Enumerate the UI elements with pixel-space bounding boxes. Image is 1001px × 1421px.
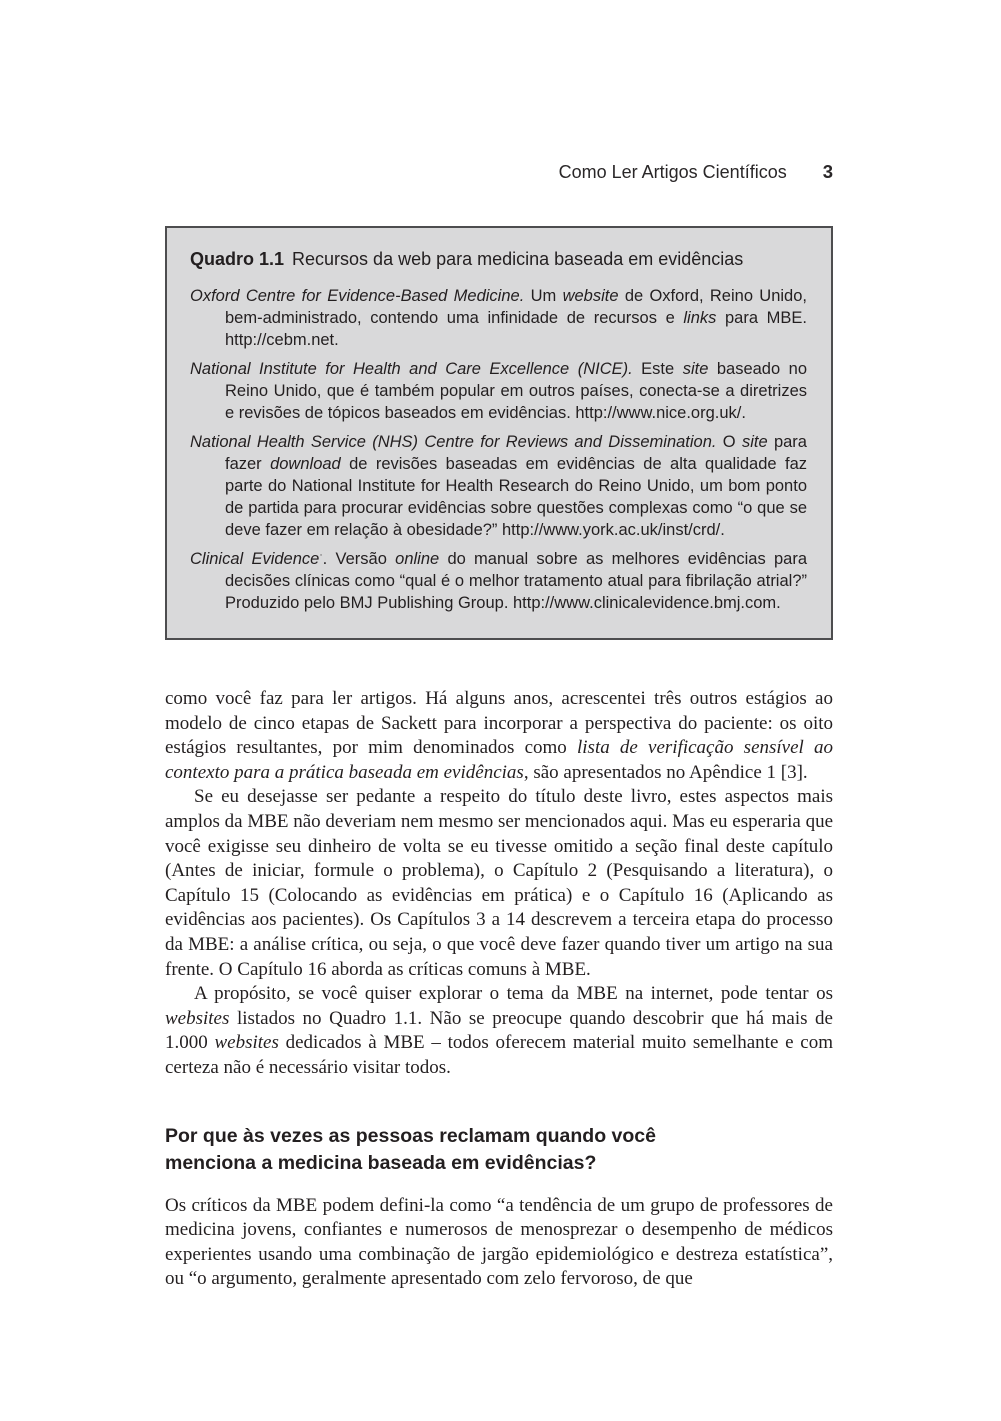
quadro-title-text: Recursos da web para medicina baseada em evidências: [292, 249, 744, 269]
quadro-entry-nhs-crd: National Health Service (NHS) Centre for Reviews and Dissemination. O site para fazer download de revisões baseadas em evidências de alta qualidade faz parte do National Institute for Health Research do Reino Unido, um bom ponto de partida para procurar evidências sobre questões complexas como “o que se deve fazer em relação à obesidade?” http://www.york.ac.uk/inst/crd/.: [190, 433, 807, 539]
section-heading: Por que às vezes as pessoas reclamam quando você menciona a medicina baseada em evidências?: [165, 1124, 656, 1174]
quadro-entry-clinical-evidence: Clinical Evidence·. Versão online do manual sobre as melhores evidências para decisões clínicas como “qual é o melhor tratamento atual para fibrilação atrial?” Produzido pelo BMJ Publishing Group. http://www.clinicalevidence.bmj.com.: [190, 549, 807, 612]
quadro-entry-oxford-cebm: Oxford Centre for Evidence-Based Medicine. Um website de Oxford, Reino Unido, bem-administrado, contendo uma infinidade de recursos e links para MBE. http://cebm.net.: [190, 287, 807, 349]
running-head: Como Ler Artigos Científicos: [558, 162, 787, 182]
page-number: 3: [822, 161, 833, 182]
page-content: [165, 0, 833, 1292]
quadro-title: [190, 248, 807, 270]
quadro-box: [165, 226, 833, 640]
quadro-entry-nice: National Institute for Health and Care Excellence (NICE). Este site baseado no Reino Unido, que é também popular em outros países, conecta-se a diretrizes e revisões de tópicos baseados em evidências. http://www.nice.org.uk/.: [190, 360, 807, 422]
page-header: [165, 161, 833, 183]
paragraph-pedante: Se eu desejasse ser pedante a respeito do título deste livro, estes aspectos mais amplos da MBE não deveriam nem mesmo ser mencionados aqui. Mas eu esperaria que você exigisse seu dinheiro de volta se eu tivesse omitido a seção final deste capítulo (Antes de iniciar, formule o problema), o Capítulo 2 (Pesquisando a literatura), o Capítulo 15 (Colocando as evidências em prática) e o Capítulo 16 (Aplicando as evidências aos pacientes). Os Capítulos 3 a 14 descrevem a terceira etapa do processo da MBE: a análise crítica, ou seja, o que você deve fazer quando tiver um artigo na sua frente. O Capítulo 16 aborda as críticas comuns à MBE.: [165, 786, 833, 980]
quadro-label: Quadro 1.1: [190, 249, 285, 269]
body-text: [165, 687, 833, 1292]
paragraph-websites: A propósito, se você quiser explorar o tema da MBE na internet, pode tentar os websites listados no Quadro 1.1. Não se preocupe quando descobrir que há mais de 1.000 websites dedicados à MBE – todos oferecem material muito semelhante e com certeza não é necessário visitar todos.: [165, 983, 833, 1078]
paragraph-criticos: Os críticos da MBE podem defini-la como “a tendência de um grupo de professores de medicina jovens, confiantes e numerosos de menosprezar o desempenho de médicos experientes usando uma combinação de jargão epidemiológico e destreza estatística”, ou “o argumento, geralmente apresentado com zelo fervoroso, de que: [165, 1194, 833, 1290]
paragraph-continuation: como você faz para ler artigos. Há alguns anos, acrescentei três outros estágios ao modelo de cinco etapas de Sackett para incorporar a perspectiva do paciente: os oito estágios resultantes, por mim denominados como lista de verificação sensível ao contexto para a prática baseada em evidências, são apresentados no Apêndice 1 [3].: [165, 688, 833, 783]
